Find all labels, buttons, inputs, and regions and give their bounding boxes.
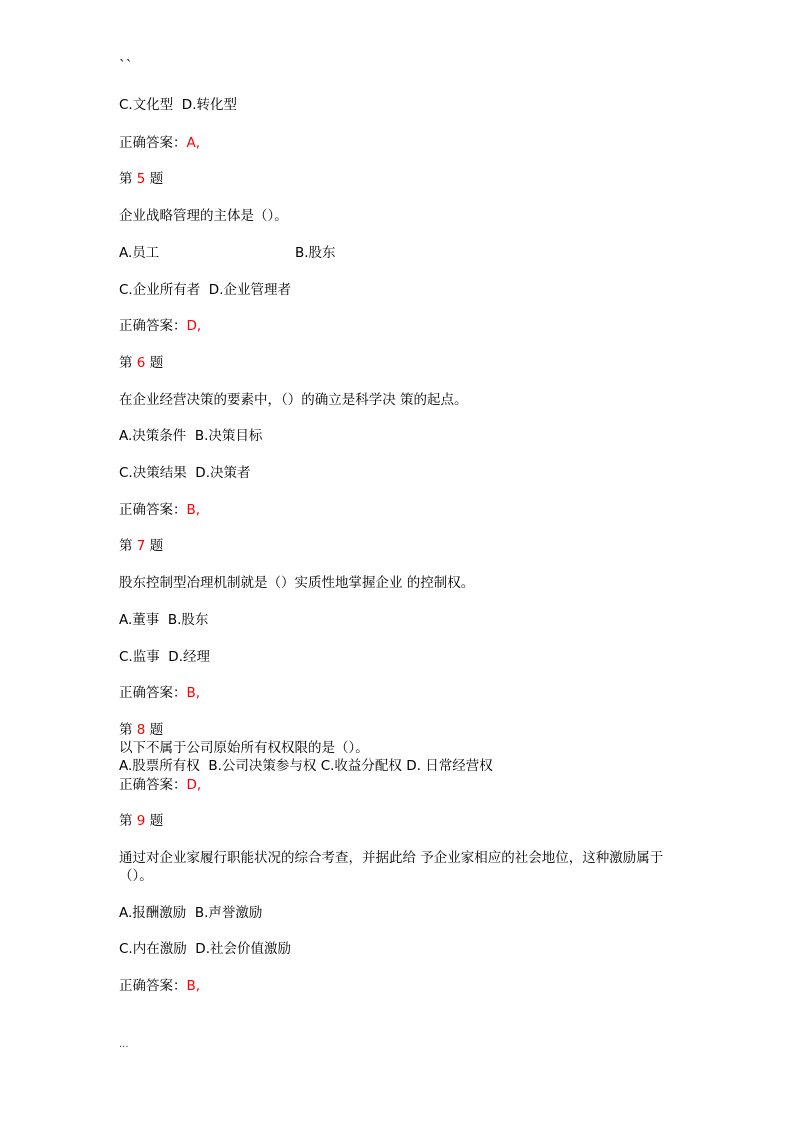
question-number: 6 — [136, 355, 146, 371]
q-prefix: 第 — [119, 813, 133, 829]
question-8-stem: 以下不属于公司原始所有权权限的是（）。 — [119, 740, 369, 756]
question-9-stem: 通过对企业家履行职能状况的综合考查，并据此给 予企业家相应的社会地位，这种激励属于（）。 — [119, 850, 664, 884]
answer-value: B, — [186, 502, 201, 518]
top-marks: `` — [119, 58, 133, 74]
question-6-header — [119, 354, 163, 372]
answer-value: D, — [186, 318, 202, 334]
answer-label: 正确答案： — [119, 135, 187, 151]
question-5-options-cd: C.企业所有者 D.企业管理者 — [119, 282, 291, 298]
question-5-option-a: A.员工 — [119, 245, 160, 261]
q-prefix: 第 — [119, 355, 133, 371]
q-suffix: 题 — [149, 538, 164, 554]
q-prefix: 第 — [119, 722, 133, 738]
question-7-options-ab: A.董事 B.股东 — [119, 612, 209, 628]
question-8-header — [119, 721, 163, 739]
question-9-answer — [119, 977, 200, 995]
question-7-options-cd: C.监事 D.经理 — [119, 649, 210, 665]
question-6-stem: 在企业经营决策的要素中，（）的确立是科学决 策的起点。 — [119, 392, 468, 408]
q-suffix: 题 — [149, 813, 164, 829]
question-number: 9 — [136, 813, 146, 829]
answer-label: 正确答案： — [119, 318, 187, 334]
question-6-options-cd: C.决策结果 D.决策者 — [119, 465, 251, 481]
bottom-marks: ... — [119, 1039, 129, 1050]
answer-value: B, — [186, 978, 201, 994]
q-suffix: 题 — [149, 722, 164, 738]
question-number: 5 — [136, 171, 146, 187]
prev-options-cd: C.文化型 D.转化型 — [119, 97, 237, 113]
q-suffix: 题 — [149, 171, 164, 187]
answer-label: 正确答案： — [119, 685, 187, 701]
question-7-header — [119, 537, 163, 555]
question-7-answer — [119, 684, 200, 702]
answer-value: D, — [186, 777, 202, 793]
question-6-answer — [119, 501, 200, 519]
question-6-options-ab: A.决策条件 B.决策目标 — [119, 428, 263, 444]
question-8-options: A.股票所有权 B.公司决策参与权 C.收益分配权 D. 日常经营权 — [119, 758, 493, 774]
question-number: 8 — [136, 722, 146, 738]
prev-answer — [119, 134, 200, 152]
question-8-answer — [119, 776, 201, 794]
question-7-stem: 股东控制型冶理机制就是（）实质性地掌握企业 的控制权。 — [119, 575, 475, 591]
question-5-option-b: B.股东 — [295, 245, 336, 261]
answer-label: 正确答案： — [119, 978, 187, 994]
answer-value: A, — [186, 135, 201, 151]
question-9-options-ab: A.报酬激励 B.声誉激励 — [119, 905, 263, 921]
q-prefix: 第 — [119, 171, 133, 187]
answer-label: 正确答案： — [119, 777, 187, 793]
question-9-options-cd: C.内在激励 D.社会价值激励 — [119, 941, 291, 957]
question-5-answer — [119, 317, 201, 335]
q-prefix: 第 — [119, 538, 133, 554]
question-number: 7 — [136, 538, 146, 554]
question-5-header — [119, 170, 163, 188]
answer-label: 正确答案： — [119, 502, 187, 518]
question-5-stem: 企业战略管理的主体是（）。 — [119, 208, 288, 224]
q-suffix: 题 — [149, 355, 164, 371]
question-9-header — [119, 812, 163, 830]
answer-value: B, — [186, 685, 201, 701]
